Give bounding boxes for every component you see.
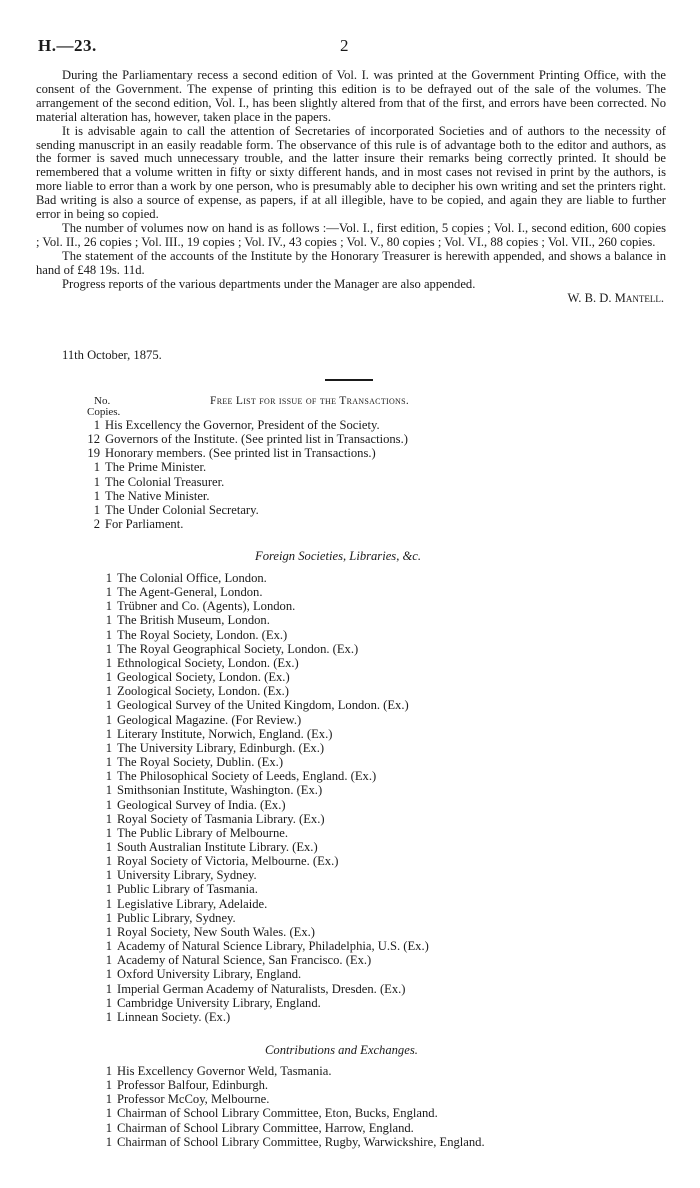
signature: W. B. D. Mantell. xyxy=(567,290,664,305)
copies-count: 1 xyxy=(105,1092,112,1107)
recipient-name: The Public Library of Melbourne. xyxy=(117,825,289,840)
list-item xyxy=(98,1106,485,1120)
recipient-name: The British Museum, London. xyxy=(117,613,270,628)
recipient-name: The Prime Minister. xyxy=(105,460,207,475)
list-item xyxy=(98,911,429,925)
list-item xyxy=(98,571,429,585)
recipient-name: Governors of the Institute. (See printed list in Transactions.) xyxy=(105,432,408,447)
recipient-name: Public Library of Tasmania. xyxy=(117,882,258,897)
copies-count: 1 xyxy=(105,755,112,770)
recipient-name: The University Library, Edinburgh. (Ex.) xyxy=(117,740,325,755)
list-item xyxy=(98,996,429,1010)
copies-count: 1 xyxy=(105,910,112,925)
recipient-name: Ethnological Society, London. (Ex.) xyxy=(117,655,299,670)
list-item xyxy=(98,670,429,684)
list-item xyxy=(98,1135,485,1149)
recipient-name: Geological Magazine. (For Review.) xyxy=(117,712,302,727)
recipient-name: The Royal Society, Dublin. (Ex.) xyxy=(117,755,284,770)
copies-count: 1 xyxy=(93,474,100,489)
list-item xyxy=(98,727,429,741)
list-item xyxy=(98,628,429,642)
copies-count: 1 xyxy=(105,981,112,996)
list-item xyxy=(98,1078,485,1092)
foreign-section-title: Foreign Societies, Libraries, &c. xyxy=(255,549,422,563)
copies-count: 1 xyxy=(93,418,100,432)
copies-count: 1 xyxy=(105,939,112,954)
list-item xyxy=(98,599,429,613)
recipient-name: Imperial German Academy of Naturalists, Dresden. (Ex.) xyxy=(117,981,406,996)
report-date: 11th October, 1875. xyxy=(62,348,162,362)
recipient-name: Chairman of School Library Committee, Harrow, England. xyxy=(117,1120,414,1135)
document-reference: H.—23. xyxy=(38,36,97,55)
list-item xyxy=(86,517,408,531)
recipient-name: University Library, Sydney. xyxy=(117,868,257,883)
recipient-name: The Royal Geographical Society, London. (Ex.) xyxy=(117,641,359,656)
list-item xyxy=(98,783,429,797)
list-item xyxy=(98,613,429,627)
list-item xyxy=(98,982,429,996)
copies-count: 1 xyxy=(105,868,112,883)
paragraph: Progress reports of the various departments under the Manager are also appended. xyxy=(62,276,476,291)
copies-count: 1 xyxy=(105,585,112,600)
copies-count: 1 xyxy=(105,882,112,897)
recipient-name: Oxford University Library, England. xyxy=(117,967,302,982)
copies-count: 2 xyxy=(93,517,100,532)
copies-count: 1 xyxy=(105,896,112,911)
copies-count: 1 xyxy=(105,783,112,798)
copies-count: 1 xyxy=(105,1078,112,1093)
copies-count: 1 xyxy=(105,924,112,939)
copies-count: 1 xyxy=(105,684,112,699)
list-item xyxy=(98,897,429,911)
copies-count: 1 xyxy=(105,839,112,854)
recipient-name: For Parliament. xyxy=(105,517,184,532)
recipient-name: South Australian Institute Library. (Ex.) xyxy=(117,839,318,854)
list-item xyxy=(98,967,429,981)
recipient-name: Geological Society, London. (Ex.) xyxy=(117,670,290,685)
list-item xyxy=(98,925,429,939)
list-item xyxy=(98,769,429,783)
list-item xyxy=(98,840,429,854)
recipient-name: Legislative Library, Adelaide. xyxy=(117,896,268,911)
copies-count: 1 xyxy=(105,712,112,727)
copies-count: 1 xyxy=(105,698,112,713)
copies-count: 1 xyxy=(93,502,100,517)
list-item xyxy=(98,741,429,755)
recipient-name: Smithsonian Institute, Washington. (Ex.) xyxy=(117,783,323,798)
recipient-name: Royal Society, New South Wales. (Ex.) xyxy=(117,924,316,939)
list-item xyxy=(98,798,429,812)
recipient-name: The Under Colonial Secretary. xyxy=(105,502,259,517)
copies-count: 1 xyxy=(105,1064,112,1078)
paragraph: It is advisable again to call the attention of Secretaries of incorporated Societies and of authors to the necessity of sending manuscript in an easily readable form. The observance of this rule is of advantage both to the editor and authors, as the former is saved much unnecessary trouble, and the latter insure their remarks being correctly printed. It should be remembered that a volume written in fifty or sixty different hands, and in most cases not revised in print by the authors, is more liable to error than a work by one person, who is presumably able to decipher his own writing and set the printers right. Bad writing is also a source of expense, as papers, if at all illegible, have to be copied, and again they are liable to further error in being so copied. xyxy=(36,123,666,222)
copies-count: 1 xyxy=(93,488,100,503)
copies-count: 1 xyxy=(105,811,112,826)
copies-count: 1 xyxy=(105,1120,112,1135)
list-item xyxy=(86,475,408,489)
list-item xyxy=(86,418,408,432)
contributions-section-title: Contributions and Exchanges. xyxy=(265,1043,418,1057)
copies-count: 1 xyxy=(105,1134,112,1149)
recipient-name: Zoological Society, London. (Ex.) xyxy=(117,684,289,699)
recipient-name: The Agent-General, London. xyxy=(117,585,263,600)
free-list-title: Free List for issue of the Transactions. xyxy=(210,395,410,407)
list-item xyxy=(98,1064,485,1078)
recipient-name: The Native Minister. xyxy=(105,488,210,503)
list-item xyxy=(98,642,429,656)
column-header-copies: Copies. xyxy=(87,406,121,418)
recipient-name: The Philosophical Society of Leeds, England. (Ex.) xyxy=(117,769,377,784)
list-item xyxy=(98,684,429,698)
copies-count: 1 xyxy=(93,460,100,475)
list-item xyxy=(98,826,429,840)
contributions-list xyxy=(98,1064,485,1149)
recipient-name: His Excellency Governor Weld, Tasmania. xyxy=(117,1064,332,1078)
copies-count: 1 xyxy=(105,1106,112,1121)
copies-count: 1 xyxy=(105,769,112,784)
recipient-name: The Colonial Treasurer. xyxy=(105,474,225,489)
list-item xyxy=(86,503,408,517)
list-item xyxy=(98,755,429,769)
recipient-name: Chairman of School Library Committee, Rugby, Warwickshire, England. xyxy=(117,1134,485,1149)
recipient-name: Public Library, Sydney. xyxy=(117,910,236,925)
report-body xyxy=(36,69,666,305)
copies-count: 1 xyxy=(105,967,112,982)
list-item xyxy=(98,1010,429,1024)
recipient-name: Trübner and Co. (Agents), London. xyxy=(117,599,296,614)
copies-count: 1 xyxy=(105,599,112,614)
section-divider xyxy=(325,379,373,381)
recipient-name: Linnean Society. (Ex.) xyxy=(117,1009,231,1024)
list-item xyxy=(98,1121,485,1135)
list-item xyxy=(98,1092,485,1106)
page-number: 2 xyxy=(340,36,349,55)
copies-count: 1 xyxy=(105,797,112,812)
copies-count: 1 xyxy=(105,670,112,685)
free-list xyxy=(86,418,408,531)
paragraph: The number of volumes now on hand is as follows :—Vol. I., first edition, 5 copies ; Vol. I., second edition, 600 copies ; Vol. II., 26 copies ; Vol. III., 19 copies ; Vol. IV., 43 copies ; Vol. V., 80 copies ; Vol. VI., 88 copies ; Vol. VII., 260 copies. xyxy=(36,220,666,249)
recipient-name: The Royal Society, London. (Ex.) xyxy=(117,627,288,642)
copies-count: 1 xyxy=(105,995,112,1010)
list-item xyxy=(98,656,429,670)
recipient-name: Geological Survey of India. (Ex.) xyxy=(117,797,286,812)
list-item xyxy=(86,446,408,460)
list-item xyxy=(98,585,429,599)
list-item xyxy=(86,460,408,474)
list-item xyxy=(86,432,408,446)
recipient-name: Literary Institute, Norwich, England. (Ex.) xyxy=(117,726,333,741)
recipient-name: Cambridge University Library, England. xyxy=(117,995,321,1010)
recipient-name: Geological Survey of the United Kingdom, London. (Ex.) xyxy=(117,698,409,713)
recipient-name: Royal Society of Victoria, Melbourne. (Ex.) xyxy=(117,854,339,869)
copies-count: 1 xyxy=(105,1009,112,1024)
copies-count: 1 xyxy=(105,613,112,628)
copies-count: 19 xyxy=(87,446,100,461)
list-item xyxy=(98,868,429,882)
recipient-name: Academy of Natural Science Library, Philadelphia, U.S. (Ex.) xyxy=(117,939,429,954)
recipient-name: Professor Balfour, Edinburgh. xyxy=(117,1078,269,1093)
column-header-no: No. xyxy=(94,395,111,407)
recipient-name: Royal Society of Tasmania Library. (Ex.) xyxy=(117,811,325,826)
copies-count: 1 xyxy=(105,726,112,741)
copies-count: 1 xyxy=(105,825,112,840)
list-item xyxy=(86,489,408,503)
copies-count: 1 xyxy=(105,854,112,869)
copies-count: 1 xyxy=(105,571,112,585)
copies-count: 1 xyxy=(105,641,112,656)
paragraph: The statement of the accounts of the Institute by the Honorary Treasurer is herewith appended, and shows a balance in hand of £48 19s. 11d. xyxy=(36,248,666,277)
recipient-name: Academy of Natural Science, San Francisco. (Ex.) xyxy=(117,953,372,968)
list-item xyxy=(98,882,429,896)
recipient-name: Honorary members. (See printed list in Transactions.) xyxy=(105,446,376,461)
recipient-name: His Excellency the Governor, President of the Society. xyxy=(105,418,380,432)
list-item xyxy=(98,953,429,967)
list-item xyxy=(98,939,429,953)
recipient-name: Professor McCoy, Melbourne. xyxy=(117,1092,270,1107)
list-item xyxy=(98,698,429,712)
list-item xyxy=(98,812,429,826)
list-item xyxy=(98,713,429,727)
copies-count: 1 xyxy=(105,953,112,968)
copies-count: 1 xyxy=(105,627,112,642)
copies-count: 1 xyxy=(105,740,112,755)
recipient-name: The Colonial Office, London. xyxy=(117,571,267,585)
list-item xyxy=(98,854,429,868)
foreign-list xyxy=(98,571,429,1024)
copies-count: 1 xyxy=(105,655,112,670)
paragraph: During the Parliamentary recess a second edition of Vol. I. was printed at the Government Printing Office, with the consent of the Government. The expense of printing this edition is to be defrayed out of the sale of the volumes. The arrangement of the second edition, Vol. I., has been slightly altered from that of the first, and errors have been corrected. No material alteration has, however, taken place in the papers. xyxy=(36,68,666,124)
copies-count: 12 xyxy=(87,432,100,447)
recipient-name: Chairman of School Library Committee, Eton, Bucks, England. xyxy=(117,1106,438,1121)
